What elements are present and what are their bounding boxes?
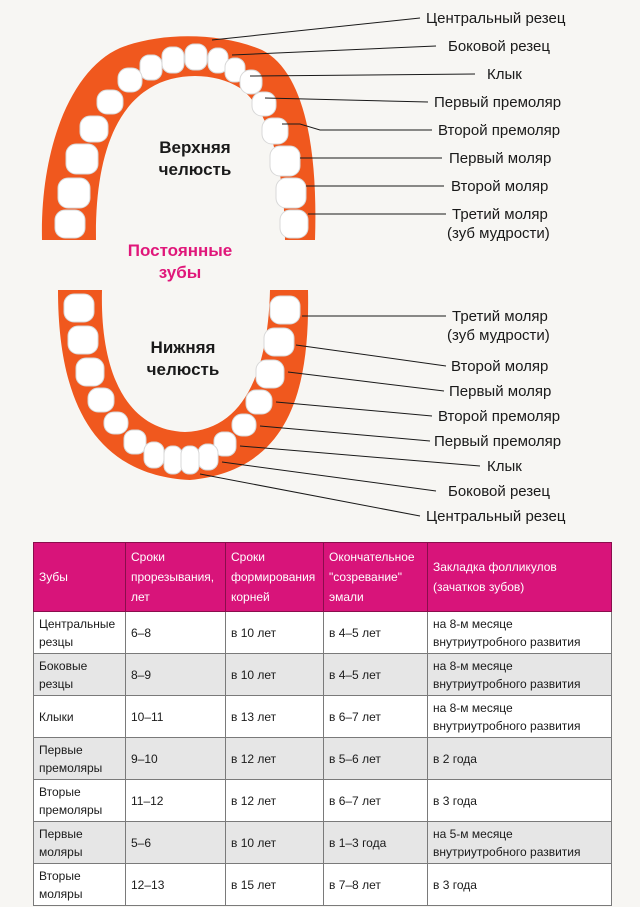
cell-teeth: Центральные резцы xyxy=(34,612,126,654)
table-row xyxy=(34,696,612,738)
cell-eruption: 12–13 xyxy=(126,864,226,906)
cell-roots: в 10 лет xyxy=(226,822,324,864)
cell-roots: в 10 лет xyxy=(226,654,324,696)
cell-follicles: на 8-м месяце внутриутробного развития xyxy=(428,654,612,696)
table-row xyxy=(34,654,612,696)
table-row xyxy=(34,780,612,822)
permanent-teeth-title: Постоянные xyxy=(127,241,233,260)
lower-label: (зуб мудрости) xyxy=(447,327,550,344)
header-roots: Сроки формирования корней xyxy=(226,543,324,612)
cell-enamel: в 6–7 лет xyxy=(324,696,428,738)
lower-label: Первый моляр xyxy=(449,383,552,400)
upper-label: Третий моляр xyxy=(452,206,548,223)
upper-label: (зуб мудрости) xyxy=(447,225,550,242)
cell-enamel: в 7–8 лет xyxy=(324,864,428,906)
lower-jaw-title: челюсть xyxy=(146,360,220,379)
cell-follicles: на 5-м месяце внутриутробного развития xyxy=(428,822,612,864)
cell-teeth: Первые моляры xyxy=(34,822,126,864)
upper-label: Второй премоляр xyxy=(438,122,561,139)
lower-label: Центральный резец xyxy=(426,508,566,525)
lower-label: Третий моляр xyxy=(452,308,548,325)
lower-tooth-labels xyxy=(426,308,566,525)
cell-follicles: на 8-м месяце внутриутробного развития xyxy=(428,612,612,654)
cell-enamel: в 6–7 лет xyxy=(324,780,428,822)
cell-roots: в 10 лет xyxy=(226,612,324,654)
permanent-teeth-title: зубы xyxy=(158,263,202,282)
cell-teeth: Первые премоляры xyxy=(34,738,126,780)
teeth-table-container xyxy=(33,542,611,906)
cell-follicles: на 8-м месяце внутриутробного развития xyxy=(428,696,612,738)
upper-label: Клык xyxy=(487,66,522,83)
cell-teeth: Вторые премоляры xyxy=(34,780,126,822)
upper-jaw-title: Верхняя xyxy=(159,138,231,157)
cell-eruption: 10–11 xyxy=(126,696,226,738)
lower-label: Первый премоляр xyxy=(434,433,562,450)
cell-eruption: 5–6 xyxy=(126,822,226,864)
cell-follicles: в 3 года xyxy=(428,864,612,906)
cell-teeth: Клыки xyxy=(34,696,126,738)
cell-enamel: в 5–6 лет xyxy=(324,738,428,780)
cell-roots: в 15 лет xyxy=(226,864,324,906)
cell-roots: в 13 лет xyxy=(226,696,324,738)
cell-teeth: Боковые резцы xyxy=(34,654,126,696)
upper-jaw-title: челюсть xyxy=(158,160,232,179)
table-row xyxy=(34,738,612,780)
upper-label: Боковой резец xyxy=(448,38,550,55)
cell-enamel: в 4–5 лет xyxy=(324,654,428,696)
cell-enamel: в 4–5 лет xyxy=(324,612,428,654)
cell-teeth: Вторые моляры xyxy=(34,864,126,906)
table-header-row xyxy=(34,543,612,612)
cell-eruption: 11–12 xyxy=(126,780,226,822)
upper-tooth-labels xyxy=(426,10,566,242)
cell-eruption: 9–10 xyxy=(126,738,226,780)
cell-roots: в 12 лет xyxy=(226,780,324,822)
lower-label: Второй премоляр xyxy=(438,408,561,425)
header-enamel: Окончательное "созревание" эмали xyxy=(324,543,428,612)
header-teeth: Зубы xyxy=(34,543,126,612)
lower-jaw-title: Нижняя xyxy=(150,338,216,357)
cell-eruption: 6–8 xyxy=(126,612,226,654)
lower-label: Второй моляр xyxy=(451,358,549,375)
upper-label: Первый моляр xyxy=(449,150,552,167)
header-eruption: Сроки прорезывания, лет xyxy=(126,543,226,612)
cell-enamel: в 1–3 года xyxy=(324,822,428,864)
table-row xyxy=(34,864,612,906)
cell-follicles: в 3 года xyxy=(428,780,612,822)
teeth-timing-table xyxy=(33,542,612,906)
table-row xyxy=(34,822,612,864)
lower-label: Клык xyxy=(487,458,522,475)
lower-label: Боковой резец xyxy=(448,483,550,500)
upper-label: Центральный резец xyxy=(426,10,566,27)
cell-eruption: 8–9 xyxy=(126,654,226,696)
upper-label: Второй моляр xyxy=(451,178,549,195)
table-row xyxy=(34,612,612,654)
upper-label: Первый премоляр xyxy=(434,94,562,111)
header-follicles: Закладка фолликулов (зачатков зубов) xyxy=(428,543,612,612)
cell-follicles: в 2 года xyxy=(428,738,612,780)
cell-roots: в 12 лет xyxy=(226,738,324,780)
